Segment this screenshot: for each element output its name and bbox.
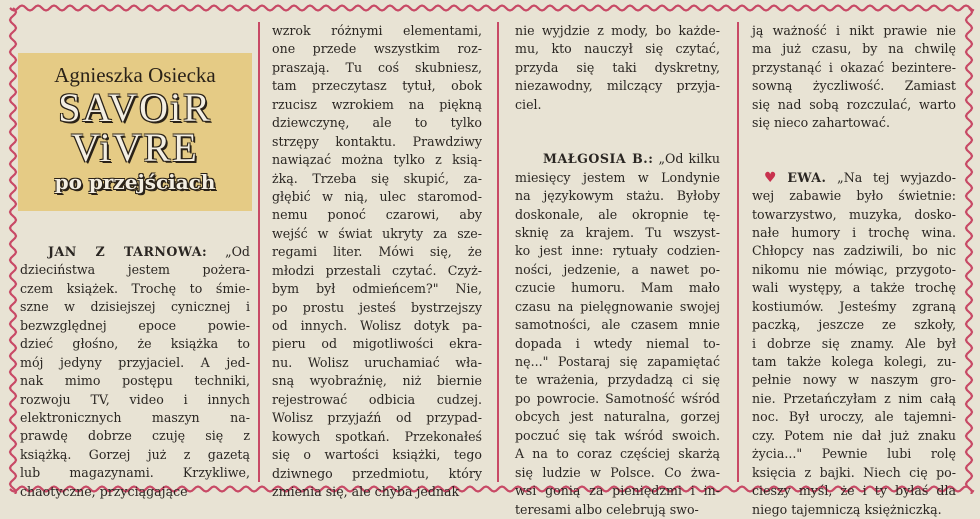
line-text: wzrok różnymi elementami, xyxy=(272,23,482,38)
text-line xyxy=(272,151,482,169)
column-3 xyxy=(515,22,720,519)
text-line xyxy=(515,242,720,260)
text-line xyxy=(752,279,956,297)
text-line xyxy=(752,242,956,260)
text-line xyxy=(515,169,720,187)
line-text: nałe humory i trochę wina. xyxy=(752,224,956,240)
line-text: się o wartości książki, tego xyxy=(272,447,482,463)
line-text: szne w dzisiejszej cynicznej i xyxy=(20,299,250,315)
text-line xyxy=(752,445,956,463)
line-text: na językowym stażu. Byłoby xyxy=(515,188,720,204)
text-line xyxy=(272,446,482,464)
line-text: noc. Był uroczy, ale tajemni- xyxy=(752,409,956,425)
line-text: niezawodny, milczący przyja- xyxy=(515,78,720,94)
line-text: przyda się taki dyskretny, xyxy=(515,59,720,75)
article-header xyxy=(18,53,252,211)
text-line xyxy=(272,188,482,206)
line-text: nie. Przetańczyłam z nim całą xyxy=(752,390,956,406)
line-text: zmienia się, ale chyba jednak xyxy=(272,483,460,499)
paragraph xyxy=(752,22,956,133)
column-divider xyxy=(258,22,260,482)
text-line xyxy=(515,279,720,297)
line-text: nie wyjdzie z mody, bo każde- xyxy=(515,23,720,38)
line-text: wejść w świat ukryty za sze- xyxy=(272,225,482,241)
text-line xyxy=(20,427,250,445)
line-text: doskonale, ale okropnie tę- xyxy=(515,206,720,222)
column-4 xyxy=(752,22,956,519)
text-line xyxy=(515,316,720,334)
line-text: Chłopcy nas zadziwili, bo nic xyxy=(752,243,956,259)
speaker-name: EWA. xyxy=(787,169,827,185)
text-line xyxy=(272,465,482,483)
text-line xyxy=(752,316,956,334)
line-text: życia..." Pewnie lubi rolę xyxy=(752,446,956,462)
text-line xyxy=(752,335,956,353)
text-line xyxy=(20,261,250,279)
text-line xyxy=(515,482,720,500)
author-name: Agnieszka Osiecka xyxy=(54,63,216,87)
line-text: bezwzględnej epoce powie- xyxy=(20,317,250,333)
text-line xyxy=(752,390,956,408)
text-line xyxy=(515,59,720,77)
text-line xyxy=(272,206,482,224)
line-text: przystanąć i okazać bezintere- xyxy=(752,59,956,75)
subtitle: po przejściach xyxy=(54,170,216,194)
text-line xyxy=(272,428,482,446)
line-text: po powrocie. Samotność wśród xyxy=(515,390,720,406)
text-line xyxy=(752,408,956,426)
line-text: towarzystwo, muzyka, dosko- xyxy=(752,206,956,222)
text-line xyxy=(272,170,482,188)
line-text: ności, jedzenie, a nawet po- xyxy=(515,261,720,277)
text-line xyxy=(752,482,956,500)
text-line xyxy=(515,77,720,95)
line-text: dzieciństwa jestem pożera- xyxy=(20,262,250,278)
title-line-2: ViVRE xyxy=(71,125,199,170)
line-text: się nieco zahartować. xyxy=(752,115,890,131)
text-line xyxy=(272,354,482,372)
line-text: strzępy kontaktu. Prawdziwy xyxy=(272,133,482,149)
line-text: prawdę dobrze czuję się z xyxy=(20,428,250,444)
text-line xyxy=(272,409,482,427)
text-line xyxy=(752,464,956,482)
line-text: rzucisz wzrokiem na piękną xyxy=(272,96,482,112)
paragraph xyxy=(272,22,482,501)
text-line xyxy=(20,317,250,335)
line-text: regami liter. Mówi się, że xyxy=(272,244,482,260)
line-text: sknię za krajem. Tu wszyst- xyxy=(515,224,720,240)
letter-entry xyxy=(20,243,250,501)
text-line xyxy=(20,354,250,372)
line-text: lub magazynami. Krzykliwe, xyxy=(20,465,250,481)
line-text: czucie humoru. Mam mało xyxy=(515,280,720,296)
text-line xyxy=(752,206,956,224)
speaker-name: JAN Z TARNOWA: xyxy=(48,244,208,259)
line-text: kowych spotkań. Przekonałeś xyxy=(272,428,482,444)
line-text: teresami albo celebrują swo- xyxy=(515,501,699,517)
column-1 xyxy=(20,243,250,501)
text-line xyxy=(752,261,956,279)
text-line xyxy=(20,372,250,390)
line-text: nawiązać można tylko z ksią- xyxy=(272,152,482,168)
line-text: samotności, ale czasem mnie xyxy=(515,317,720,333)
line-text: wsi gonią za pieniędzmi i in- xyxy=(515,483,720,499)
text-line xyxy=(20,464,250,482)
text-line xyxy=(515,445,720,463)
line-text: tam przeczytasz tytuł, obok xyxy=(272,78,482,94)
text-line xyxy=(20,335,250,353)
text-line xyxy=(20,409,250,427)
line-text: ma już czasu, by na chwilę xyxy=(752,41,956,57)
line-text: ją ważność i nikt prawie nie xyxy=(752,23,956,38)
text-line xyxy=(515,298,720,316)
text-line xyxy=(752,298,956,316)
column-2 xyxy=(272,22,482,501)
text-line xyxy=(752,96,956,114)
line-text: ko jest inne: rytuały codzien- xyxy=(515,243,720,259)
line-text: miesięcy jestem w Londynie xyxy=(515,169,720,185)
text-line xyxy=(752,371,956,389)
line-text: cieszy myśl, że i ty byłaś dla xyxy=(752,483,956,499)
line-text: niego tajemniczą księżniczką. xyxy=(752,501,942,517)
line-text: „Od xyxy=(225,244,250,259)
text-line xyxy=(515,261,720,279)
text-line xyxy=(20,243,250,261)
line-text: „Na tej wyjazdo- xyxy=(837,169,956,185)
line-text: obcych jest naturalna, gorzej xyxy=(515,409,720,425)
line-text: po prostu jesteś bystrzejszy xyxy=(272,299,482,315)
text-line xyxy=(515,427,720,445)
text-line xyxy=(515,390,720,408)
text-line xyxy=(752,187,956,205)
text-line xyxy=(515,408,720,426)
text-line xyxy=(272,280,482,298)
line-text: mu, kto nauczył się czytać, xyxy=(515,41,720,57)
text-line xyxy=(752,224,956,242)
text-line xyxy=(20,280,250,298)
text-line xyxy=(752,59,956,77)
line-text: rejestrować odbicia cudzej. xyxy=(272,391,482,407)
line-text: dopada i wtedy niemal to- xyxy=(515,335,720,351)
heart-icon: ♥ xyxy=(764,169,784,186)
wavy-border-line xyxy=(966,8,972,494)
line-text: pełnie nowy w naszym gro- xyxy=(752,372,956,388)
line-text: te wrażenia, przydadzą ci się xyxy=(515,372,720,388)
text-line xyxy=(515,464,720,482)
text-line xyxy=(515,96,720,114)
text-line xyxy=(752,114,956,132)
line-text: poczuć się tak wśród swoich. xyxy=(515,427,720,443)
line-text: nemu ponoć czarowi, aby xyxy=(272,207,482,223)
text-line xyxy=(20,391,250,409)
text-line xyxy=(515,150,720,168)
text-line xyxy=(272,317,482,335)
text-line xyxy=(752,169,956,187)
text-line xyxy=(20,298,250,316)
line-text: A na to coraz częściej skarżą xyxy=(515,446,720,462)
text-line xyxy=(272,372,482,390)
paragraph xyxy=(515,22,720,114)
letter-entry xyxy=(752,169,956,519)
line-text: nu. Wolisz uruchamiać wła- xyxy=(272,354,482,370)
line-text: od innych. Wolisz dotyk pa- xyxy=(272,318,482,333)
line-text: praszają. Tu coś skubniesz, xyxy=(272,59,482,75)
line-text: mój jedyny przyjaciel. A jed- xyxy=(20,354,250,370)
line-text: dziewczynę, ale to tylko xyxy=(272,115,482,131)
line-text: ciel. xyxy=(515,96,542,112)
line-text: książką. Gorzej już z gazetą xyxy=(20,446,250,462)
line-text: sną wyobraźnię, niż biernie xyxy=(272,373,482,389)
line-text: czy. Potem nie dał już znaku xyxy=(752,427,956,443)
line-text: dziwnego przedmiotu, który xyxy=(272,465,482,481)
text-line xyxy=(515,501,720,519)
line-text: i dobrze się znamy. Ale był xyxy=(752,335,956,351)
text-line xyxy=(515,224,720,242)
text-line xyxy=(272,59,482,77)
line-text: młodzi przestali czytać. Czyż- xyxy=(272,262,482,278)
text-line xyxy=(515,187,720,205)
line-text: nak mimo postępu techniki, xyxy=(20,373,250,389)
column-divider xyxy=(737,22,739,482)
text-line xyxy=(752,353,956,371)
line-text: paczką, jeszcze ze szkoły, xyxy=(752,317,956,333)
line-text: pieru od migotliwości ekra- xyxy=(272,336,482,352)
text-line xyxy=(515,335,720,353)
line-text: sowną życzliwość. Zamiast xyxy=(752,78,956,94)
text-line xyxy=(272,391,482,409)
line-text: chaotyczne, przyciągające xyxy=(20,483,188,499)
line-text: czasu na pielęgnowanie swojej xyxy=(515,298,720,314)
line-text: „Od kilku xyxy=(658,151,720,167)
text-line xyxy=(515,40,720,58)
text-line xyxy=(515,353,720,371)
line-text: dzieć głośno, że książka to xyxy=(20,336,250,352)
text-line xyxy=(272,335,482,353)
line-text: nikomu nie mówiąc, przygoto- xyxy=(752,261,956,277)
text-line xyxy=(272,483,482,501)
text-line xyxy=(752,427,956,445)
letter-entry xyxy=(515,150,720,519)
text-line xyxy=(515,371,720,389)
line-text: księcia z bajki. Niech cię po- xyxy=(752,464,956,480)
title-line-1: SAVOiR xyxy=(58,85,212,130)
line-text: rozwoju TV, video i innych xyxy=(20,391,250,407)
line-text: się nad sobą rozczulać, warto xyxy=(752,96,956,112)
line-text: czem książek. Trochę to śmie- xyxy=(20,280,250,296)
text-line xyxy=(272,96,482,114)
line-text: wali występy, a także trochę xyxy=(752,280,956,296)
line-text: tam także kolega kolegi, zu- xyxy=(752,354,956,369)
column-divider xyxy=(497,22,499,482)
text-line xyxy=(272,114,482,132)
text-line xyxy=(20,446,250,464)
line-text: się ludzie w Polsce. Co żwa- xyxy=(515,464,720,480)
line-text: kostiumów. Jesteśmy zgraną xyxy=(752,298,956,314)
line-text: bym był odmieńcem?" Nie, xyxy=(272,281,482,297)
text-line xyxy=(20,483,250,501)
text-line xyxy=(752,77,956,95)
line-text: one przede wszystkim roz- xyxy=(272,41,482,57)
text-line xyxy=(272,243,482,261)
line-text: wej zabawie było świetnie: xyxy=(752,188,956,204)
wavy-border-line xyxy=(10,8,16,494)
line-text: nę..." Postaraj się zapamiętać xyxy=(515,354,720,369)
line-text: Wolisz przyjaźń od przypad- xyxy=(272,410,482,426)
text-line xyxy=(272,22,482,40)
text-line xyxy=(515,206,720,224)
text-line xyxy=(272,225,482,243)
line-text: żką. Trzeba się skupić, za- xyxy=(272,170,482,186)
text-line xyxy=(752,22,956,40)
text-line xyxy=(272,262,482,280)
line-text: głębić w nią, ulec staromod- xyxy=(272,188,482,204)
text-line xyxy=(752,501,956,519)
speaker-name: MAŁGOSIA B.: xyxy=(543,151,654,167)
line-text: elektronicznych maszyn na- xyxy=(20,409,250,425)
text-line xyxy=(272,77,482,95)
text-line xyxy=(272,133,482,151)
text-line xyxy=(515,22,720,40)
wavy-border-line xyxy=(10,6,974,11)
text-line xyxy=(272,40,482,58)
text-line xyxy=(272,299,482,317)
text-line xyxy=(752,40,956,58)
